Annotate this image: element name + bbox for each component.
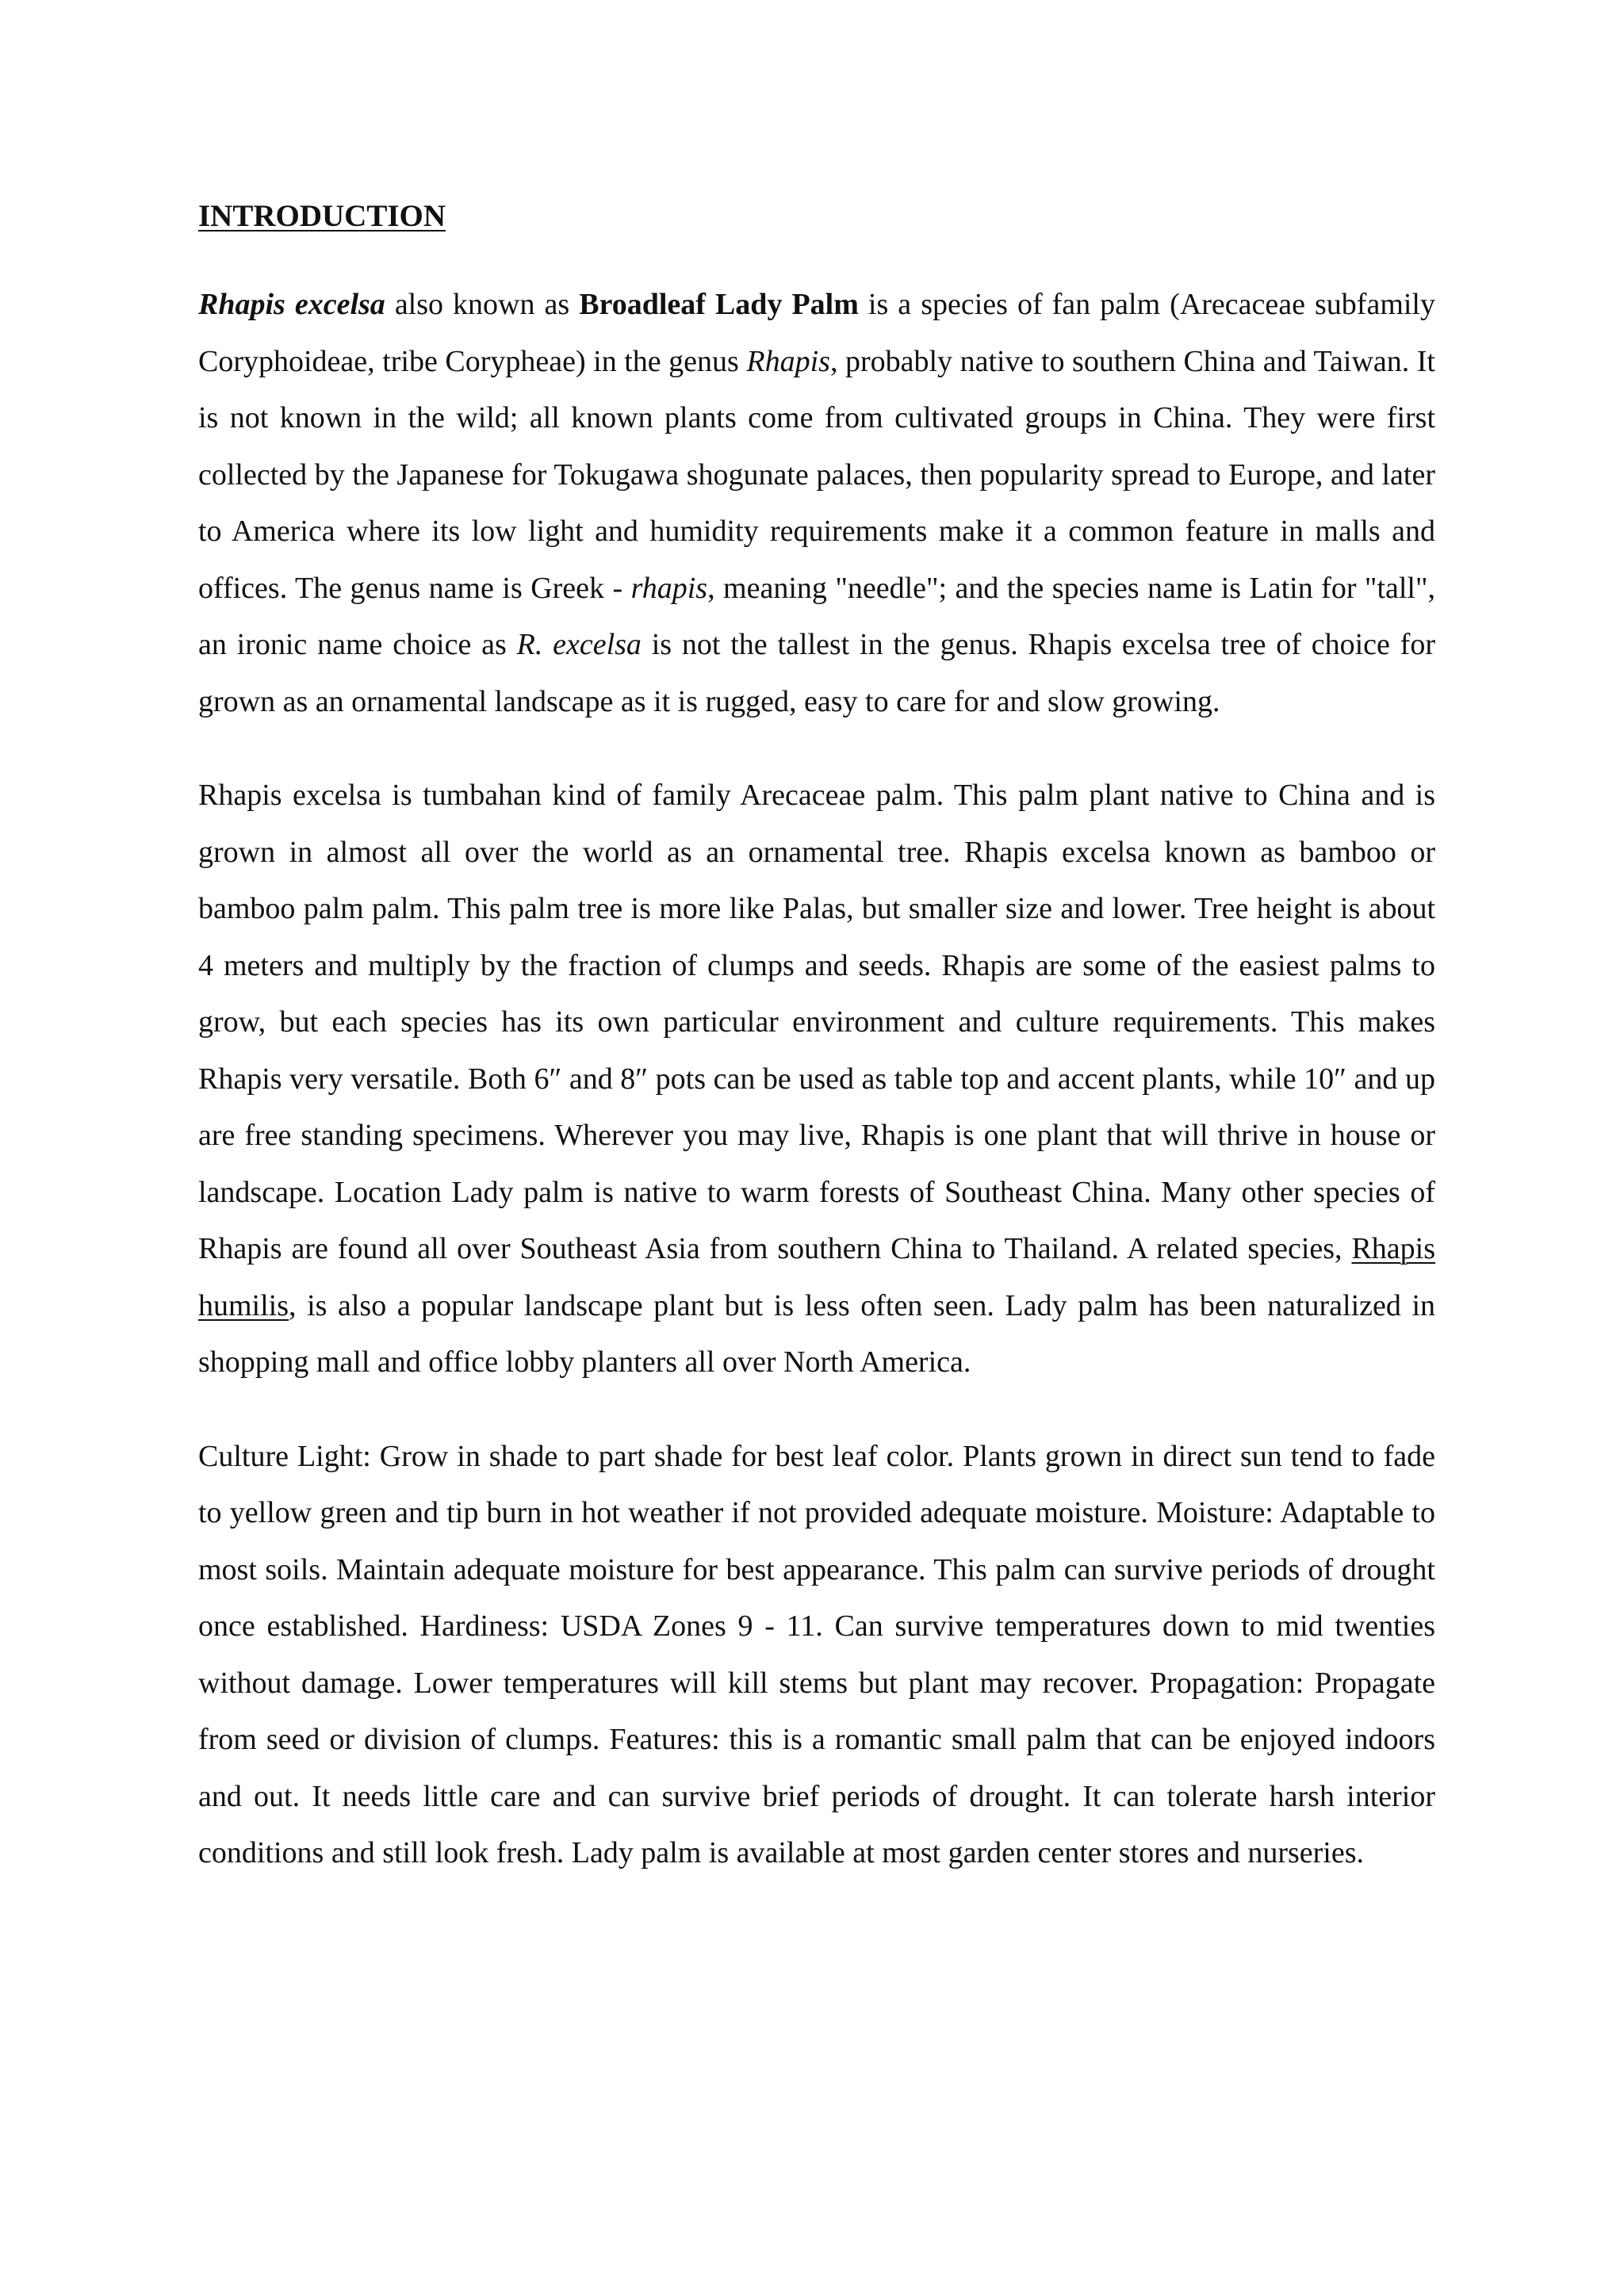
- paragraph-2: [198, 767, 1435, 1391]
- paragraph-1-text-5: is not the tallest in the genus. Rhapis excelsa tree of choice for grown as an ornamental landscape as it is rugged, easy to care for and slow growing.: [198, 628, 1435, 718]
- paragraph-2-text-1: Rhapis excelsa is tumbahan kind of family Arecaceae palm. This palm plant native to China and is grown in almost all over the world as an ornamental tree. Rhapis excelsa known as bamboo or bamboo palm palm. This palm tree is more like Palas, but smaller size and lower. Tree height is about 4 meters and multiply by the fraction of clumps and seeds. Rhapis are some of the easiest palms to grow, but each species has its own particular environment and culture requirements. This makes Rhapis very versatile. Both 6″ and 8″ pots can be used as table top and accent plants, while 10″ and up are free standing specimens. Wherever you may live, Rhapis is one plant that will thrive in house or landscape. Location Lady palm is native to warm forests of Southeast China. Many other species of Rhapis are found all over Southeast Asia from southern China to Thailand. A related species,: [198, 779, 1435, 1265]
- paragraph-1-text-4: , meaning "needle"; and the species name is Latin for "tall", an ironic name choice as: [198, 571, 1435, 661]
- document-body: [198, 194, 1435, 1919]
- section-heading: INTRODUCTION: [198, 199, 446, 233]
- paragraph-2-text-2: , is also a popular landscape plant but is less often seen. Lady palm has been naturalized in shopping mall and office lobby planters all over North America.: [198, 1288, 1435, 1379]
- paragraph-1-text-2: is a species of fan palm (Arecaceae subfamily Coryphoideae, tribe Corypheae) in the genus: [198, 288, 1435, 378]
- common-name: Broadleaf Lady Palm: [579, 288, 859, 321]
- abbreviated-species-name: R. excelsa: [516, 628, 642, 661]
- paragraph-1: [198, 277, 1435, 730]
- greek-word: rhapis: [630, 571, 708, 605]
- paragraph-1-text-1: also known as: [385, 288, 580, 321]
- rhapis-humilis-link[interactable]: Rhapis humilis: [198, 1232, 1435, 1322]
- genus-name: Rhapis: [746, 344, 830, 378]
- species-name: Rhapis excelsa: [198, 288, 385, 321]
- paragraph-1-text-3: , probably native to southern China and Taiwan. It is not known in the wild; all known plants come from cultivated groups in China. They were first collected by the Japanese for Tokugawa shogunate palaces, then popularity spread to Europe, and later to America where its low light and humidity requirements make it a common feature in malls and offices. The genus name is Greek -: [198, 344, 1435, 605]
- paragraph-3: Culture Light: Grow in shade to part shade for best leaf color. Plants grown in direct sun tend to fade to yellow green and tip burn in hot weather if not provided adequate moisture. Moisture: Adaptable to most soils. Maintain adequate moisture for best appearance. This palm can survive periods of drought once established. Hardiness: USDA Zones 9 - 11. Can survive temperatures down to mid twenties without damage. Lower temperatures will kill stems but plant may recover. Propagation: Propagate from seed or division of clumps. Features: this is a romantic small palm that can be enjoyed indoors and out. It needs little care and can survive brief periods of drought. It can tolerate harsh interior conditions and still look fresh. Lady palm is available at most garden center stores and nurseries.: [198, 1439, 1435, 1869]
